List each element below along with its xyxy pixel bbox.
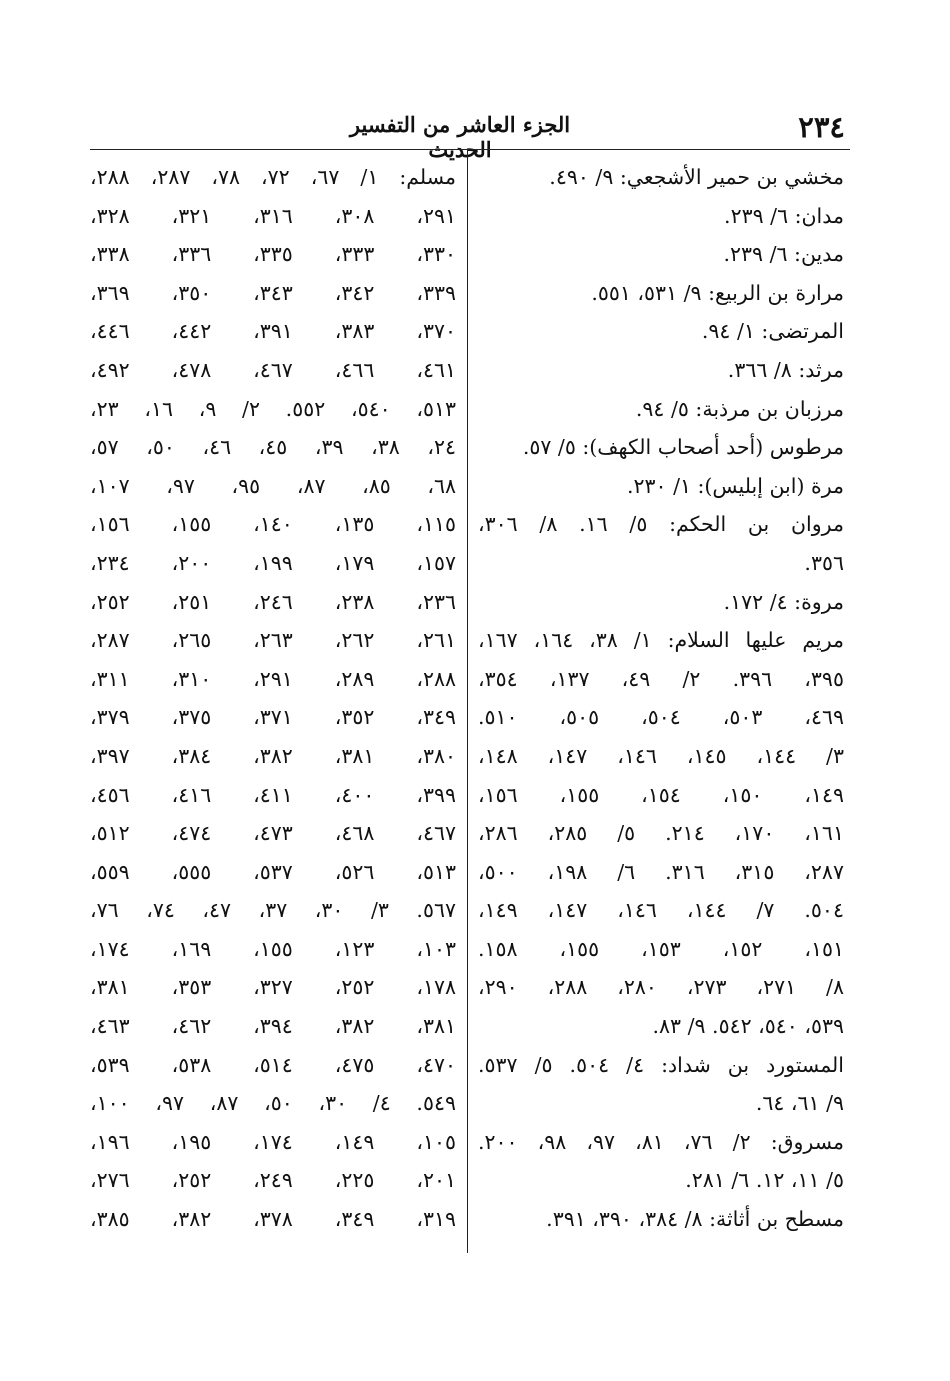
- index-line: ٤٦١، ٤٦٦، ٤٦٧، ٤٧٨، ٤٩٢،: [90, 357, 456, 382]
- index-line: ٣٣٠، ٣٣٣، ٣٣٥، ٣٣٦، ٣٣٨،: [90, 242, 456, 267]
- index-line: المستورد بن شداد: ٤/ ٥٠٤. ٥/ ٥٣٧.: [478, 1052, 844, 1077]
- index-line: ٣٨٠، ٣٨١، ٣٨٢، ٣٨٤، ٣٩٧،: [90, 743, 456, 768]
- index-line: ١١٥، ١٣٥، ١٤٠، ١٥٥، ١٥٦،: [90, 512, 456, 537]
- index-line: ٢٣٦، ٢٣٨، ٢٤٦، ٢٥١، ٢٥٢،: [90, 589, 456, 614]
- index-line: مرزبان بن مرذبة: ٥/ ٩٤.: [635, 396, 844, 421]
- index-line: مروان بن الحكم: ٥/ ١٦. ٨/ ٣٠٦،: [478, 512, 844, 537]
- index-line: مدين: ٦/ ٢٣٩.: [723, 242, 844, 267]
- index-line: ١٠٣، ١٢٣، ١٥٥، ١٦٩، ١٧٤،: [90, 936, 456, 961]
- index-line: ٢٠١، ٢٢٥، ٢٤٩، ٢٥٢، ٢٧٦،: [90, 1168, 456, 1193]
- index-line: ٣٩٩، ٤٠٠، ٤١١، ٤١٦، ٤٥٦،: [90, 782, 456, 807]
- index-line: ٦٨، ٨٥، ٨٧، ٩٥، ٩٧، ١٠٧،: [90, 473, 456, 498]
- index-line: ١٤٩، ١٥٠، ١٥٤، ١٥٥، ١٥٦،: [478, 782, 844, 807]
- index-line: المرتضى: ١/ ٩٤.: [701, 319, 844, 344]
- index-line: ٣٩٥، ٣٩٦. ٢/ ٤٩، ١٣٧، ٣٥٤،: [478, 666, 844, 691]
- index-line: مرثد: ٨/ ٣٦٦.: [727, 357, 844, 382]
- index-line: ٣/ ١٤٤، ١٤٥، ١٤٦، ١٤٧، ١٤٨،: [478, 743, 844, 768]
- index-line: ١٥١، ١٥٢، ١٥٣، ١٥٥، ١٥٨.: [478, 936, 844, 961]
- header-rule: [90, 149, 850, 150]
- index-line: ٣٥٦.: [804, 550, 844, 575]
- index-line: ٨/ ٢٧١، ٢٧٣، ٢٨٠، ٢٨٨، ٢٩٠،: [478, 975, 844, 1000]
- index-line: مرطوس (أحد أصحاب الكهف): ٥/ ٥٧.: [522, 435, 844, 460]
- index-line: ٢٨٨، ٢٨٩، ٢٩١، ٣١٠، ٣١١،: [90, 666, 456, 691]
- index-line: ١٦١، ١٧٠، ٢١٤. ٥/ ٢٨٥، ٢٨٦،: [478, 821, 844, 846]
- index-line: ١٠٥، ١٤٩، ١٧٤، ١٩٥، ١٩٦،: [90, 1129, 456, 1154]
- index-line: ١٥٧، ١٧٩، ١٩٩، ٢٠٠، ٢٣٤،: [90, 550, 456, 575]
- index-column-left: [90, 158, 456, 1239]
- index-line: مروة: ٤/ ١٧٢.: [723, 589, 844, 614]
- index-column-right: [478, 158, 844, 1239]
- index-line: مسروق: ٢/ ٧٦، ٨١، ٩٧، ٩٨، ٢٠٠.: [478, 1129, 844, 1154]
- index-line: ٣٣٩، ٣٤٢، ٣٤٣، ٣٥٠، ٣٦٩،: [90, 280, 456, 305]
- index-line: ٥١٣، ٥٢٦، ٥٣٧، ٥٥٥، ٥٥٩،: [90, 859, 456, 884]
- index-line: ٥١٣، ٥٤٠، ٥٥٢. ٢/ ٩، ١٦، ٢٣،: [90, 396, 456, 421]
- index-line: ٥٤٩. ٤/ ٣٠، ٥٠، ٨٧، ٩٧، ١٠٠،: [90, 1091, 456, 1116]
- index-line: ٣٤٩، ٣٥٢، ٣٧١، ٣٧٥، ٣٧٩،: [90, 705, 456, 730]
- index-line: ٤٦٧، ٤٦٨، ٤٧٣، ٤٧٤، ٥١٢،: [90, 821, 456, 846]
- index-line: ٥٣٩، ٥٤٠، ٥٤٢. ٩/ ٨٣.: [652, 1014, 844, 1039]
- index-line: مسلم: ١/ ٦٧، ٧٢، ٧٨، ٢٨٧، ٢٨٨،: [90, 165, 456, 189]
- index-line: ٥٠٤. ٧/ ١٤٤، ١٤٦، ١٤٧، ١٤٩،: [478, 898, 844, 923]
- index-line: ٢٦١، ٢٦٢، ٢٦٣، ٢٦٥، ٢٨٧،: [90, 628, 456, 653]
- index-line: ٣١٩، ٣٤٩، ٣٧٨، ٣٨٢، ٣٨٥،: [90, 1207, 456, 1232]
- index-line: ٣٨١، ٣٨٢، ٣٩٤، ٤٦٢، ٤٦٣،: [90, 1014, 456, 1039]
- index-line: ٥٦٧. ٣/ ٣٠، ٣٧، ٤٧، ٧٤، ٧٦،: [90, 898, 456, 923]
- index-line: مخشي بن حمير الأشجعي: ٩/ ٤٩٠.: [549, 165, 844, 189]
- index-line: ٩/ ٦١، ٦٤.: [755, 1091, 844, 1116]
- column-divider: [467, 150, 468, 1253]
- index-line: ٢٤، ٣٨، ٣٩، ٤٥، ٤٦، ٥٠، ٥٧،: [90, 435, 456, 460]
- index-line: ٢٨٧، ٣١٥، ٣١٦. ٦/ ١٩٨، ٥٠٠،: [478, 859, 844, 884]
- index-line: مدان: ٦/ ٢٣٩.: [724, 203, 844, 228]
- index-line: مرة (ابن إبليس): ١/ ٢٣٠.: [626, 473, 844, 498]
- index-line: ١٧٨، ٢٥٢، ٣٢٧، ٣٥٣، ٣٨١،: [90, 975, 456, 1000]
- index-line: مرارة بن الربيع: ٩/ ٥٣١، ٥٥١.: [591, 280, 844, 305]
- index-line: ٤٧٠، ٤٧٥، ٥١٤، ٥٣٨، ٥٣٩،: [90, 1052, 456, 1077]
- page-number: ٢٣٤: [798, 110, 845, 144]
- index-line: ٥/ ١١، ١٢. ٦/ ٢٨١.: [685, 1168, 844, 1193]
- index-line: مريم عليها السلام: ١/ ٣٨، ١٦٤، ١٦٧،: [478, 628, 844, 653]
- index-line: ٤٦٩، ٥٠٣، ٥٠٤، ٥٠٥، ٥١٠.: [478, 705, 844, 730]
- running-title: الجزء العاشر من التفسير الحديث: [349, 112, 571, 162]
- index-line: ٣٧٠، ٣٨٣، ٣٩١، ٤٤٢، ٤٤٦،: [90, 319, 456, 344]
- index-line: مسطح بن أثاثة: ٨/ ٣٨٤، ٣٩٠، ٣٩١.: [546, 1207, 844, 1232]
- index-line: ٢٩١، ٣٠٨، ٣١٦، ٣٢١، ٣٢٨،: [90, 203, 456, 228]
